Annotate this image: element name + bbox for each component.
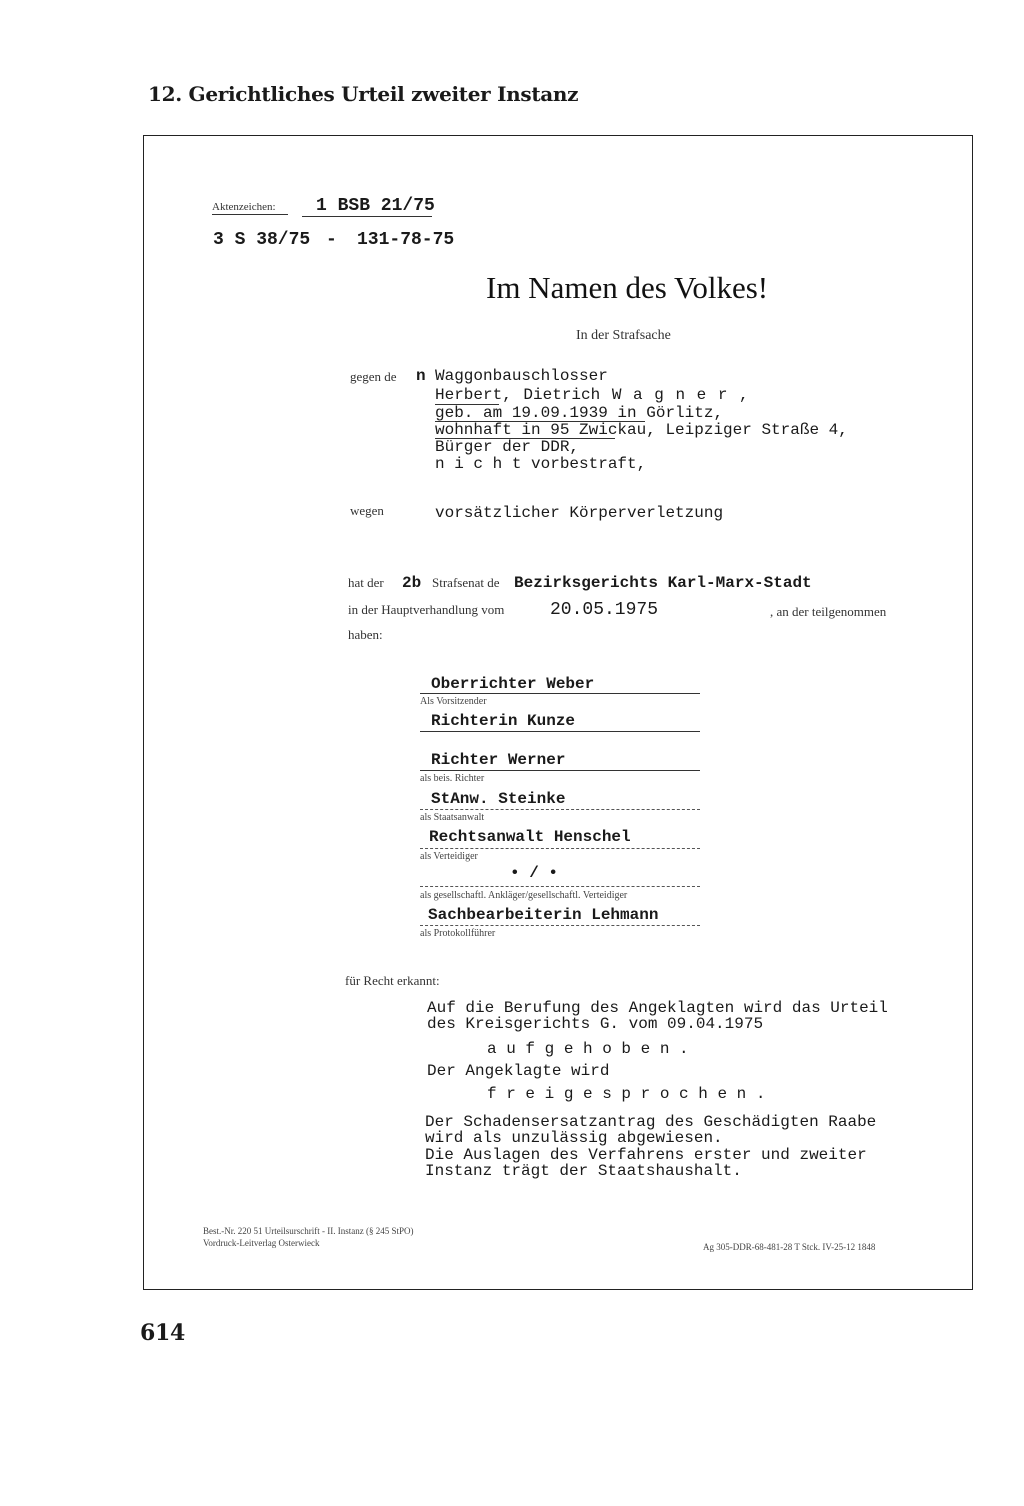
defendant-address: wohnhaft in 95 Zwickau, Leipziger Straße 4, xyxy=(435,421,848,439)
verdict-line: Der Angeklagte wird xyxy=(427,1062,610,1080)
section-heading: 12. Gerichtliches Urteil zweiter Instanz xyxy=(148,82,579,106)
footer-order-number: Best.-Nr. 220 51 Urteilsurschrift - II. Instanz (§ 245 StPO) xyxy=(203,1226,414,1236)
defendant-birth: geb. am 19.09.1939 in Görlitz, xyxy=(435,404,724,422)
fuer-recht-label: für Recht erkannt: xyxy=(345,973,440,988)
verdict-line: des Kreisgerichts G. vom 09.04.1975 xyxy=(427,1015,764,1033)
participant-name: StAnw. Steinke xyxy=(431,790,566,808)
aktenzeichen-underline xyxy=(212,214,288,215)
haben-label: haben: xyxy=(348,627,383,642)
gegen-suffix: n xyxy=(416,367,426,385)
senat-number: 2b xyxy=(402,574,422,592)
participant-role: als Protokollführer xyxy=(420,928,496,939)
footer-publisher: Vordruck-Leitverlag Osterwieck xyxy=(203,1238,320,1248)
participant-role: als beis. Richter xyxy=(420,773,485,784)
verdict-line: Der Schadensersatzantrag des Geschädigten Raabe xyxy=(425,1113,877,1131)
verdict-line: wird als unzulässig abgewiesen. xyxy=(425,1129,723,1147)
participant-role: als Verteidiger xyxy=(420,851,478,862)
case-dash: - xyxy=(326,230,337,250)
aktenzeichen-value: 1 BSB 21/75 xyxy=(316,196,435,216)
aktenzeichen-label: Aktenzeichen: xyxy=(212,201,276,213)
verdict-line: a u f g e h o b e n . xyxy=(487,1040,689,1058)
footer-print-code: Ag 305-DDR-68-481-28 T Stck. IV-25-12 1848 xyxy=(703,1242,876,1252)
hat-der-label: hat der xyxy=(348,575,384,590)
verdict-line: Die Auslagen des Verfahrens erster und zweiter xyxy=(425,1146,867,1164)
hauptverhandlung-label: in der Hauptverhandlung vom xyxy=(348,602,505,617)
participant-line xyxy=(420,925,700,926)
verdict-line: f r e i g e s p r o c h e n . xyxy=(487,1085,766,1103)
verdict-line: Auf die Berufung des Angeklagten wird das Urteil xyxy=(427,999,888,1017)
gegen-label: gegen de xyxy=(350,369,397,384)
participant-line xyxy=(420,731,700,732)
participant-name: Sachbearbeiterin Lehmann xyxy=(428,906,659,924)
page-number: 614 xyxy=(140,1320,186,1346)
defendant-record: n i c h t vorbestraft, xyxy=(435,455,647,473)
participant-name: Richter Werner xyxy=(431,751,566,769)
defendant-name: Herbert, Dietrich W a g n e r , xyxy=(435,386,749,404)
charge-value: vorsätzlicher Körperverletzung xyxy=(435,504,724,522)
participant-role: Als Vorsitzender xyxy=(420,696,487,707)
participant-name: Oberrichter Weber xyxy=(431,675,595,693)
strafsenat-label: Strafsenat de xyxy=(432,575,500,590)
participant-name: Richterin Kunze xyxy=(431,712,576,730)
defendant-citizenship: Bürger der DDR, xyxy=(435,438,580,456)
participant-line xyxy=(420,809,700,810)
court-value: Bezirksgerichts Karl-Marx-Stadt xyxy=(514,574,812,592)
strafsache-label: In der Strafsache xyxy=(576,328,671,343)
case-number-left: 3 S 38/75 xyxy=(213,230,311,250)
participant-line xyxy=(420,693,700,694)
wegen-label: wegen xyxy=(350,503,384,518)
case-number-right: 131-78-75 xyxy=(357,230,455,250)
participant-line xyxy=(420,770,700,771)
defendant-occupation: Waggonbauschlosser xyxy=(435,367,608,385)
hauptverhandlung-date: 20.05.1975 xyxy=(550,600,659,620)
participant-name: Rechtsanwalt Henschel xyxy=(429,828,631,846)
participant-line xyxy=(420,886,700,887)
participant-role: als gesellschaftl. Ankläger/gesellschaftl. Verteidiger xyxy=(420,890,628,901)
verdict-line: Instanz trägt der Staatshaushalt. xyxy=(425,1162,742,1180)
participant-role: als Staatsanwalt xyxy=(420,812,485,823)
participant-line xyxy=(420,848,700,849)
participant-name: • / • xyxy=(510,864,559,882)
teilgenommen-label: , an der teilgenommen xyxy=(770,604,887,619)
aktenzeichen-value-underline xyxy=(302,216,432,217)
document-title: Im Namen des Volkes! xyxy=(486,270,769,305)
